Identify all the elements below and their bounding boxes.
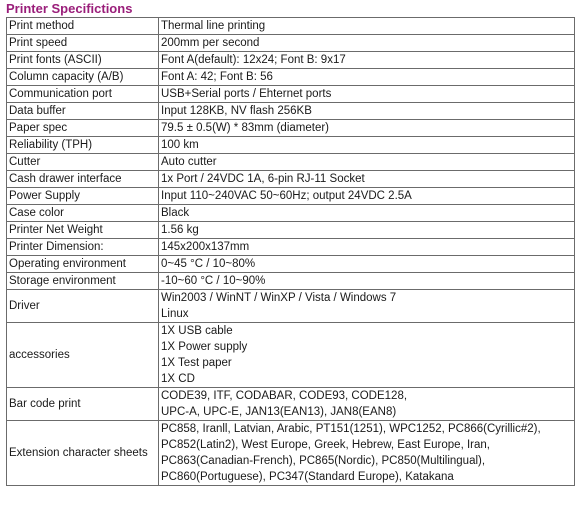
spec-value-line: PC860(Portuguese), PC347(Standard Europe), Katakana: [161, 471, 454, 483]
spec-value-line: 79.5 ± 0.5(W) * 83mm (diameter): [161, 122, 329, 134]
spec-row: [7, 52, 575, 69]
spec-row: [7, 323, 575, 388]
spec-label: Cutter: [7, 154, 159, 171]
spec-value-line: Thermal line printing: [161, 20, 266, 32]
spec-value-line: UPC-A, UPC-E, JAN13(EAN13), JAN8(EAN8): [161, 406, 397, 418]
spec-value: [159, 256, 575, 273]
spec-value: [159, 273, 575, 290]
spec-value: [159, 171, 575, 188]
spec-row: [7, 18, 575, 35]
spec-label: Operating environment: [7, 256, 159, 273]
spec-label: Printer Dimension:: [7, 239, 159, 256]
spec-value: [159, 52, 575, 69]
spec-label: Print method: [7, 18, 159, 35]
spec-row: [7, 205, 575, 222]
spec-value-line: 1.56 kg: [161, 224, 199, 236]
spec-value: [159, 222, 575, 239]
spec-row: [7, 35, 575, 52]
spec-row: [7, 222, 575, 239]
spec-value-line: Font A: 42; Font B: 56: [161, 71, 273, 83]
spec-value-line: USB+Serial ports / Ehternet ports: [161, 88, 332, 100]
spec-label: Print speed: [7, 35, 159, 52]
spec-value: [159, 69, 575, 86]
spec-value: [159, 421, 575, 486]
spec-value-line: 1x Port / 24VDC 1A, 6-pin RJ-11 Socket: [161, 173, 365, 185]
spec-row: [7, 154, 575, 171]
spec-label: Paper spec: [7, 120, 159, 137]
spec-value: [159, 103, 575, 120]
spec-row: [7, 137, 575, 154]
spec-value: [159, 388, 575, 421]
spec-label: Cash drawer interface: [7, 171, 159, 188]
spec-value-line: PC852(Latin2), West Europe, Greek, Hebrew, East Europe, Iran,: [161, 439, 490, 451]
spec-value: [159, 239, 575, 256]
spec-row: [7, 120, 575, 137]
spec-value-line: 145x200x137mm: [161, 241, 250, 253]
spec-value-line: 0~45 °C / 10~80%: [161, 258, 256, 270]
spec-table: [6, 17, 575, 486]
spec-value: [159, 205, 575, 222]
spec-value: [159, 154, 575, 171]
spec-row: [7, 86, 575, 103]
spec-label: Driver: [7, 290, 159, 323]
spec-label: Print fonts (ASCII): [7, 52, 159, 69]
spec-value-line: Font A(default): 12x24; Font B: 9x17: [161, 54, 346, 66]
spec-row: [7, 171, 575, 188]
spec-value-line: -10~60 °C / 10~90%: [161, 275, 266, 287]
spec-value-line: 100 km: [161, 139, 199, 151]
spec-value-line: Input 128KB, NV flash 256KB: [161, 105, 312, 117]
spec-row: [7, 188, 575, 205]
spec-value: [159, 18, 575, 35]
spec-value-line: CODE39, ITF, CODABAR, CODE93, CODE128,: [161, 390, 408, 402]
spec-label: Storage environment: [7, 273, 159, 290]
spec-label: Extension character sheets: [7, 421, 159, 486]
spec-label: Reliability (TPH): [7, 137, 159, 154]
spec-value-line: Win2003 / WinNT / WinXP / Vista / Windows 7: [161, 292, 397, 304]
spec-label: Data buffer: [7, 103, 159, 120]
spec-row: [7, 69, 575, 86]
spec-value-line: Linux: [161, 308, 189, 320]
spec-value: [159, 137, 575, 154]
spec-value: [159, 290, 575, 323]
spec-value-line: 1X CD: [161, 373, 195, 385]
spec-table-body: [7, 18, 575, 486]
spec-row: [7, 388, 575, 421]
section-title: Printer Specifictions: [6, 1, 133, 16]
spec-value: [159, 323, 575, 388]
spec-value-line: PC863(Canadian-French), PC865(Nordic), PC850(Multilingual),: [161, 455, 486, 467]
spec-value-line: 1X Test paper: [161, 357, 232, 369]
spec-value-line: 200mm per second: [161, 37, 260, 49]
spec-row: [7, 239, 575, 256]
spec-row: [7, 290, 575, 323]
spec-row: [7, 256, 575, 273]
spec-label: Bar code print: [7, 388, 159, 421]
spec-value-line: Input 110~240VAC 50~60Hz; output 24VDC 2.5A: [161, 190, 412, 202]
spec-value-line: 1X USB cable: [161, 325, 233, 337]
spec-value: [159, 35, 575, 52]
spec-value-line: PC858, Iranll, Latvian, Arabic, PT151(1251), WPC1252, PC866(Cyrillic#2),: [161, 423, 541, 435]
spec-label: Column capacity (A/B): [7, 69, 159, 86]
spec-value-line: Black: [161, 207, 190, 219]
spec-value-line: Auto cutter: [161, 156, 217, 168]
spec-label: Case color: [7, 205, 159, 222]
spec-row: [7, 103, 575, 120]
spec-row: [7, 273, 575, 290]
spec-label: Power Supply: [7, 188, 159, 205]
spec-row: [7, 421, 575, 486]
spec-label: Printer Net Weight: [7, 222, 159, 239]
spec-value: [159, 120, 575, 137]
spec-value: [159, 188, 575, 205]
spec-value-line: 1X Power supply: [161, 341, 248, 353]
spec-label: accessories: [7, 323, 159, 388]
spec-value: [159, 86, 575, 103]
spec-label: Communication port: [7, 86, 159, 103]
